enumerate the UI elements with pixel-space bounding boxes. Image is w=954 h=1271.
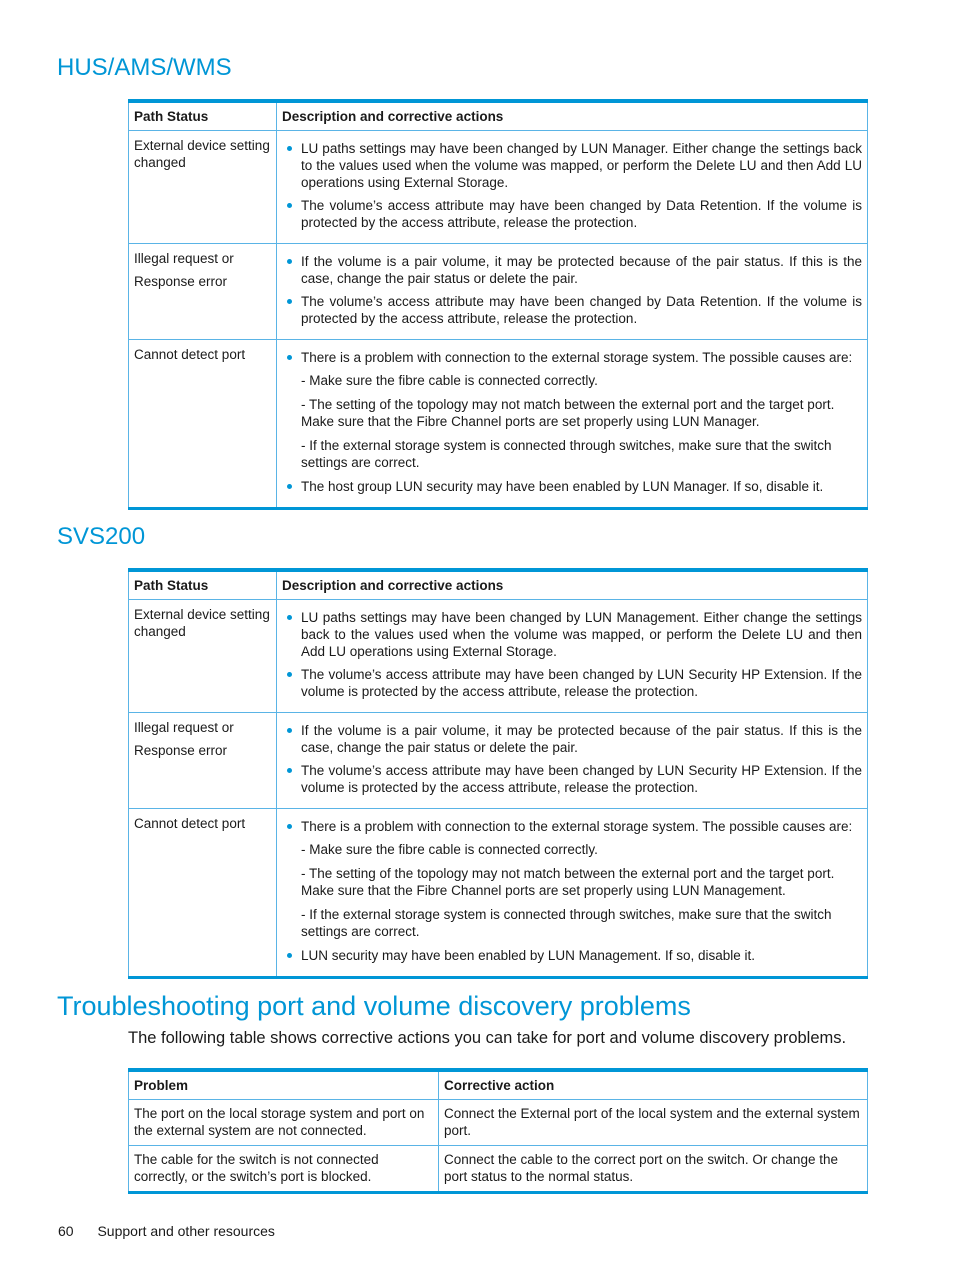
path-status-text: Cannot detect port — [134, 347, 246, 362]
bullet-item: LUN security may have been enabled by LUN Management. If so, disable it. — [282, 947, 862, 964]
path-status-text: External device setting changed — [134, 138, 270, 170]
path-status-cell — [129, 244, 277, 340]
corrective-action-cell: Connect the External port of the local system and the external system port. — [439, 1100, 868, 1146]
table-row — [129, 713, 868, 809]
header-path-status: Path Status — [129, 570, 277, 600]
page-title: Troubleshooting port and volume discovery problems — [57, 991, 691, 1021]
bullet-item: LU paths settings may have been changed by LUN Manager. Either change the settings back to the values used when the volume was mapped, or perform the Delete LU and then Add LU operations using External Storage. — [282, 140, 862, 191]
header-problem: Problem — [129, 1070, 439, 1100]
path-status-text: Illegal request or — [134, 251, 234, 266]
header-description: Description and corrective actions — [277, 101, 868, 131]
hus-path-status-table — [128, 99, 868, 510]
section-title-hus: HUS/AMS/WMS — [57, 54, 232, 81]
table-row — [129, 809, 868, 978]
table-row — [129, 600, 868, 713]
bullet-item: The volume’s access attribute may have been changed by LUN Security HP Extension. If the volume is protected by the access attribute, release the protection. — [282, 666, 862, 700]
table-row — [129, 131, 868, 244]
table-row — [129, 1100, 868, 1146]
bullet-item: If the volume is a pair volume, it may be protected because of the pair status. If this is the case, change the pair status or delete the pair. — [282, 253, 862, 287]
description-cell — [277, 244, 868, 340]
path-status-cell — [129, 131, 277, 244]
header-description: Description and corrective actions — [277, 570, 868, 600]
description-cell — [277, 600, 868, 713]
bullet-item: There is a problem with connection to the external storage system. The possible causes are: — [282, 349, 862, 366]
page-footer — [58, 1223, 275, 1239]
path-status-cell — [129, 713, 277, 809]
problem-cell: The cable for the switch is not connected correctly, or the switch’s port is blocked. — [129, 1146, 439, 1193]
header-path-status: Path Status — [129, 101, 277, 131]
table-header-row — [129, 101, 868, 131]
table-header-row — [129, 570, 868, 600]
bullet-item: LU paths settings may have been changed by LUN Management. Either change the settings back to the values used when the volume was mapped, or perform the Delete LU and then Add LU operations using External Storage. — [282, 609, 862, 660]
description-cell — [277, 131, 868, 244]
page-number: 60 — [58, 1223, 74, 1239]
sub-item: - Make sure the fibre cable is connected correctly. — [301, 842, 598, 857]
bullet-item: There is a problem with connection to the external storage system. The possible causes are: — [282, 818, 862, 835]
path-status-cell — [129, 809, 277, 978]
path-status-cell — [129, 600, 277, 713]
sub-item: - The setting of the topology may not match between the external port and the target port. Make sure that the Fibre Channel ports are set properly using LUN Management. — [301, 866, 835, 898]
table-row — [129, 340, 868, 509]
footer-text: Support and other resources — [97, 1223, 275, 1239]
path-status-text: Cannot detect port — [134, 816, 246, 831]
table-header-row — [129, 1070, 868, 1100]
table-row — [129, 244, 868, 340]
sub-item: - Make sure the fibre cable is connected correctly. — [301, 373, 598, 388]
header-corrective-action: Corrective action — [439, 1070, 868, 1100]
bullet-item: The host group LUN security may have been enabled by LUN Manager. If so, disable it. — [282, 478, 862, 495]
bullet-item: The volume’s access attribute may have been changed by Data Retention. If the volume is protected by the access attribute, release the protection. — [282, 293, 862, 327]
corrective-action-cell: Connect the cable to the correct port on the switch. Or change the port status to the normal status. — [439, 1146, 868, 1193]
path-status-text: Illegal request or — [134, 720, 234, 735]
path-status-cell — [129, 340, 277, 509]
intro-paragraph: The following table shows corrective actions you can take for port and volume discovery problems. — [128, 1029, 847, 1047]
bullet-item: The volume’s access attribute may have been changed by LUN Security HP Extension. If the volume is protected by the access attribute, release the protection. — [282, 762, 862, 796]
problem-cell: The port on the local storage system and port on the external system are not connected. — [129, 1100, 439, 1146]
path-status-text: Response error — [134, 743, 228, 758]
description-cell — [277, 713, 868, 809]
sub-item: - If the external storage system is connected through switches, make sure that the switch settings are correct. — [301, 438, 832, 470]
bullet-item: If the volume is a pair volume, it may be protected because of the pair status. If this is the case, change the pair status or delete the pair. — [282, 722, 862, 756]
sub-item: - The setting of the topology may not match between the external port and the target port. Make sure that the Fibre Channel ports are set properly using LUN Manager. — [301, 397, 835, 429]
description-cell — [277, 340, 868, 509]
discovery-problems-table — [128, 1068, 868, 1194]
path-status-text: External device setting changed — [134, 607, 270, 639]
table-row — [129, 1146, 868, 1193]
description-cell — [277, 809, 868, 978]
path-status-text: Response error — [134, 274, 228, 289]
bullet-item: The volume’s access attribute may have been changed by Data Retention. If the volume is protected by the access attribute, release the protection. — [282, 197, 862, 231]
svs-path-status-table — [128, 568, 868, 979]
sub-item: - If the external storage system is connected through switches, make sure that the switch settings are correct. — [301, 907, 832, 939]
section-title-svs: SVS200 — [57, 523, 146, 550]
